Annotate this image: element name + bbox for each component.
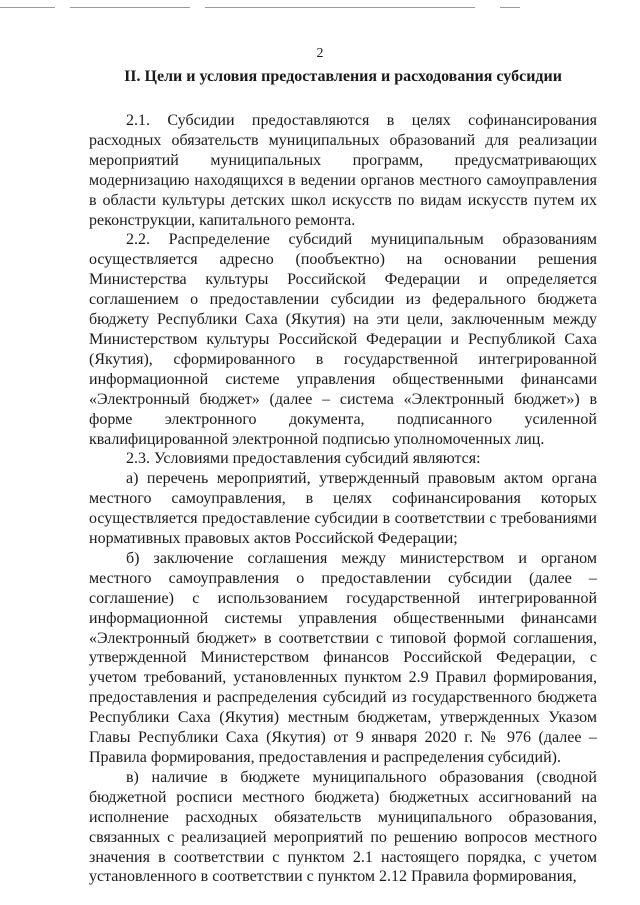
- paragraph-2-3: 2.3. Условиями предоставления субсидий являются:: [126, 450, 481, 468]
- paragraph-2-1: 2.1. Субсидии предоставляются в целях софинансирования расходных обязательств муниципальных образований для реализации мероприятий муниципальных программ, предусматривающих модернизацию находящихся в ведении органов местного самоуправления в области культуры детских школ искусств по видам искусств путем их реконструкции, капитального ремонта.: [89, 112, 597, 229]
- paragraph-2-2: 2.2. Распределение субсидий муниципальным образованиям осуществляется адресно (пообъектно) на основании решения Министерства культуры Российской Федерации и определяется соглашением о предоставлении субсидии из федерального бюджета бюджету Республики Саха (Якутия) на эти цели, заключенным между Министерством культуры Российской Федерации и Республикой Саха (Якутия), сформированного в государственной интегрированной информационной системе управления общественными финансами «Электронный бюджет» (далее – система «Электронный бюджет») в форме электронного документа, подписанного усиленной квалифицированной электронной подписью уполномоченных лиц.: [89, 231, 597, 448]
- paragraph-2-3-a: а) перечень мероприятий, утвержденный правовым актом органа местного самоуправления, в целях софинансирования которых осуществляется предоставление субсидии в соответствии с требованиями нормативных правовых актов Российской Федерации;: [89, 470, 597, 548]
- paragraph-2-3-v: в) наличие в бюджете муниципального образования (сводной бюджетной росписи местного бюджета) бюджетных ассигнований на исполнение расходных обязательств муниципального образования, связанных с реализацией мероприятий по решению вопросов местного значения в соответствии с пунктом 2.1 настоящего порядка, с учетом установленного в соответствии с пунктом 2.12 Правила формирования,: [89, 768, 597, 886]
- document-body: [89, 66, 597, 887]
- scan-edge-line: [0, 7, 640, 8]
- page-number: 2: [316, 46, 324, 61]
- section-heading: II. Цели и условия предоставления и расходования субсидии: [124, 68, 562, 85]
- paragraph-2-3-b: б) заключение соглашения между министерством и органом местного самоуправления о предоставлении субсидии (далее – соглашение) с использованием государственной интегрированной информационной системы управления общественными финансами «Электронный бюджет» в соответствии с типовой формой соглашения, утвержденной Министерством финансов Российской Федерации, с учетом требований, установленных пунктом 2.9 Правил формирования, предоставления и распределения субсидий из государственного бюджета Республики Саха (Якутия) местным бюджетам, утвержденных Указом Главы Республики Саха (Якутия) от 9 января 2020 г. № 976 (далее – Правила формирования, предоставления и распределения субсидий).: [89, 549, 597, 766]
